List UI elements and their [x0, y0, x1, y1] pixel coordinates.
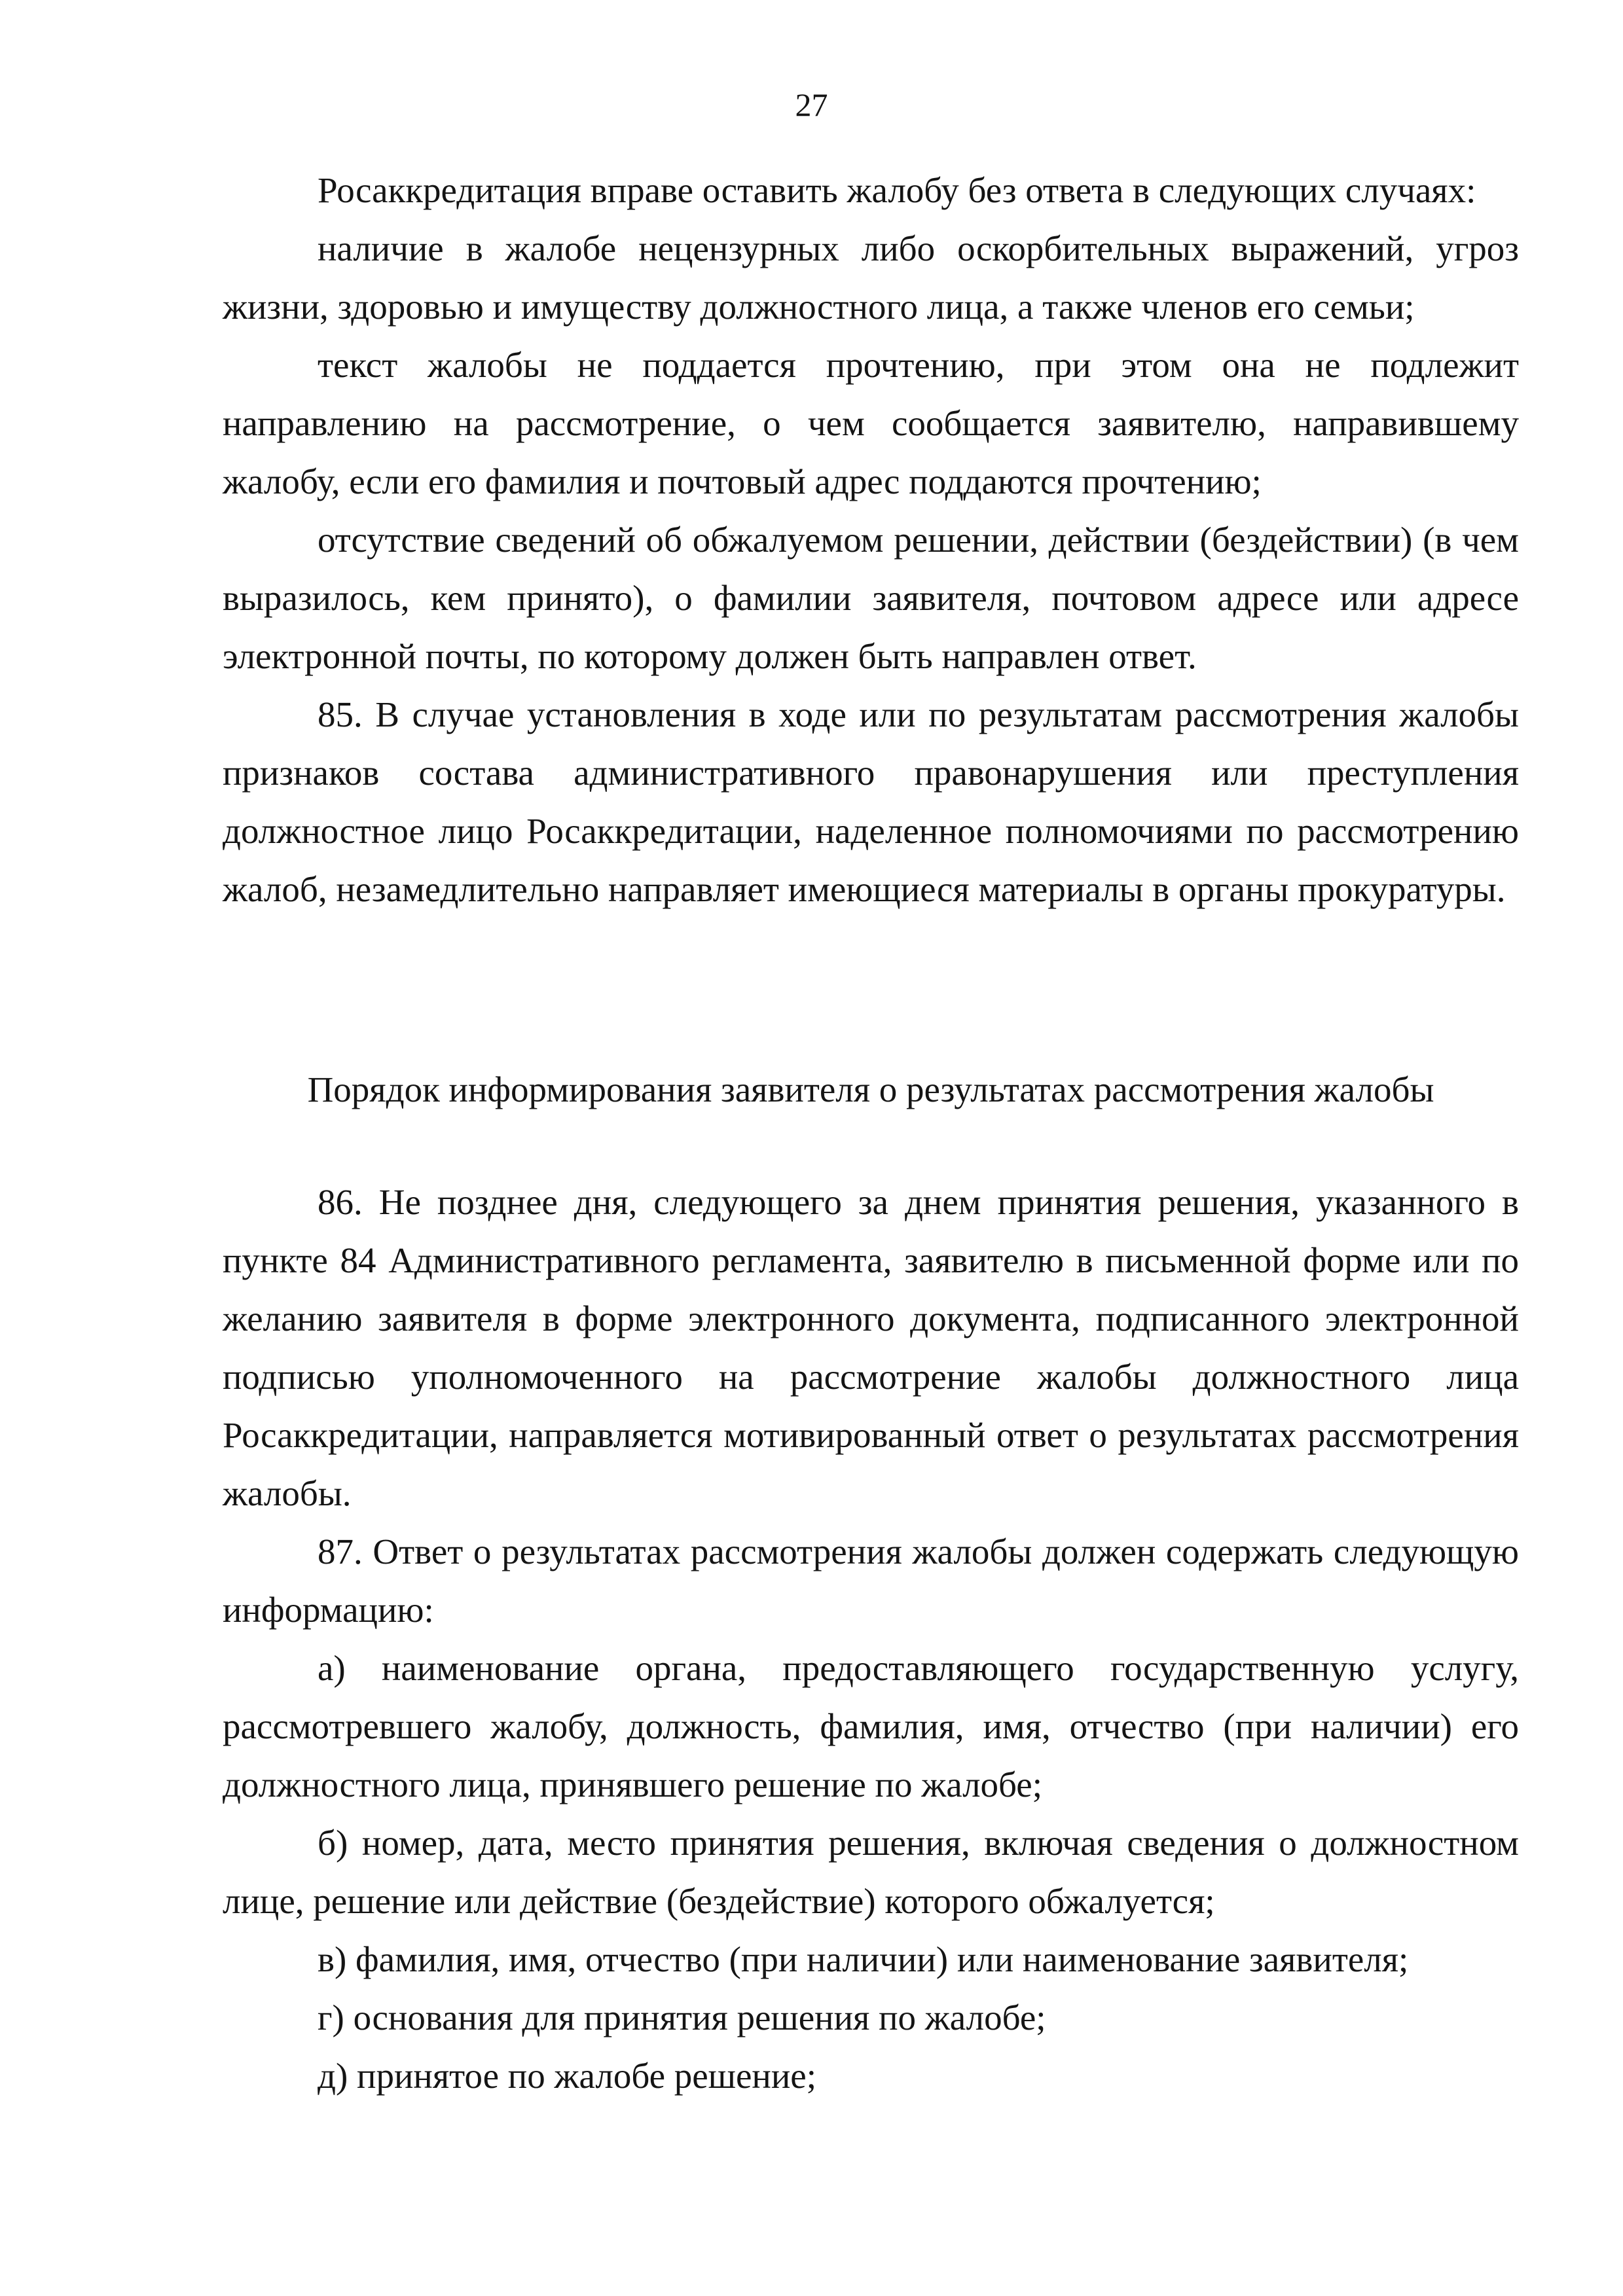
section-heading-block	[223, 1060, 1519, 1119]
paragraphs-after-heading	[223, 1173, 1519, 2105]
list-item-b: б) номер, дата, место принятия решения, включая сведения о должностном лице, решение или действие (бездействие) которого обжалуется;	[223, 1823, 1519, 1921]
paragraph-item-87: 87. Ответ о результатах рассмотрения жалобы должен содержать следующую информацию:	[223, 1532, 1519, 1630]
paragraph-item-85: 85. В случае установления в ходе или по результатам рассмотрения жалобы признаков состава административного правонарушения или преступления должностное лицо Росаккредитации, наделенное полномочиями по рассмотрению жалоб, незамедлительно направляет имеющиеся материалы в органы прокуратуры.	[223, 694, 1519, 909]
list-item-g: г) основания для принятия решения по жалобе;	[318, 1998, 1046, 2037]
list-item-a: а) наименование органа, предоставляющего государственную услугу, рассмотревшего жалобу, должность, фамилия, имя, отчество (при наличии) его должностного лица, принявшего решение по жалобе;	[223, 1648, 1519, 1804]
paragraph-missing-info: отсутствие сведений об обжалуемом решении, действии (бездействии) (в чем выразилось, кем принято), о фамилии заявителя, почтовом адресе или адресе электронной почты, по которому должен быть направлен ответ.	[223, 520, 1519, 676]
list-item-d: д) принятое по жалобе решение;	[318, 2056, 816, 2096]
paragraph-unreadable-text: текст жалобы не поддается прочтению, при этом она не подлежит направлению на рассмотрение, о чем сообщается заявителю, направившему жалобу, если его фамилия и почтовый адрес поддаются прочтению;	[223, 345, 1519, 501]
paragraph-grounds-intro: Росаккредитация вправе оставить жалобу без ответа в следующих случаях:	[318, 170, 1476, 210]
section-heading: Порядок информирования заявителя о результатах рассмотрения жалобы	[307, 1069, 1434, 1109]
list-item-v: в) фамилия, имя, отчество (при наличии) или наименование заявителя;	[318, 1939, 1409, 1979]
paragraph-item-86: 86. Не позднее дня, следующего за днем принятия решения, указанного в пункте 84 Административного регламента, заявителю в письменной форме или по желанию заявителя в форме электронного документа, подписанного электронной подписью уполномоченного на рассмотрение жалобы должностного лица Росаккредитации, направляется мотивированный ответ о результатах рассмотрения жалобы.	[223, 1182, 1519, 1513]
paragraphs-before-heading	[223, 161, 1519, 918]
paragraph-obscene-language: наличие в жалобе нецензурных либо оскорбительных выражений, угроз жизни, здоровью и имуществу должностного лица, а также членов его семьи;	[223, 228, 1519, 327]
page-number: 27	[795, 86, 828, 123]
